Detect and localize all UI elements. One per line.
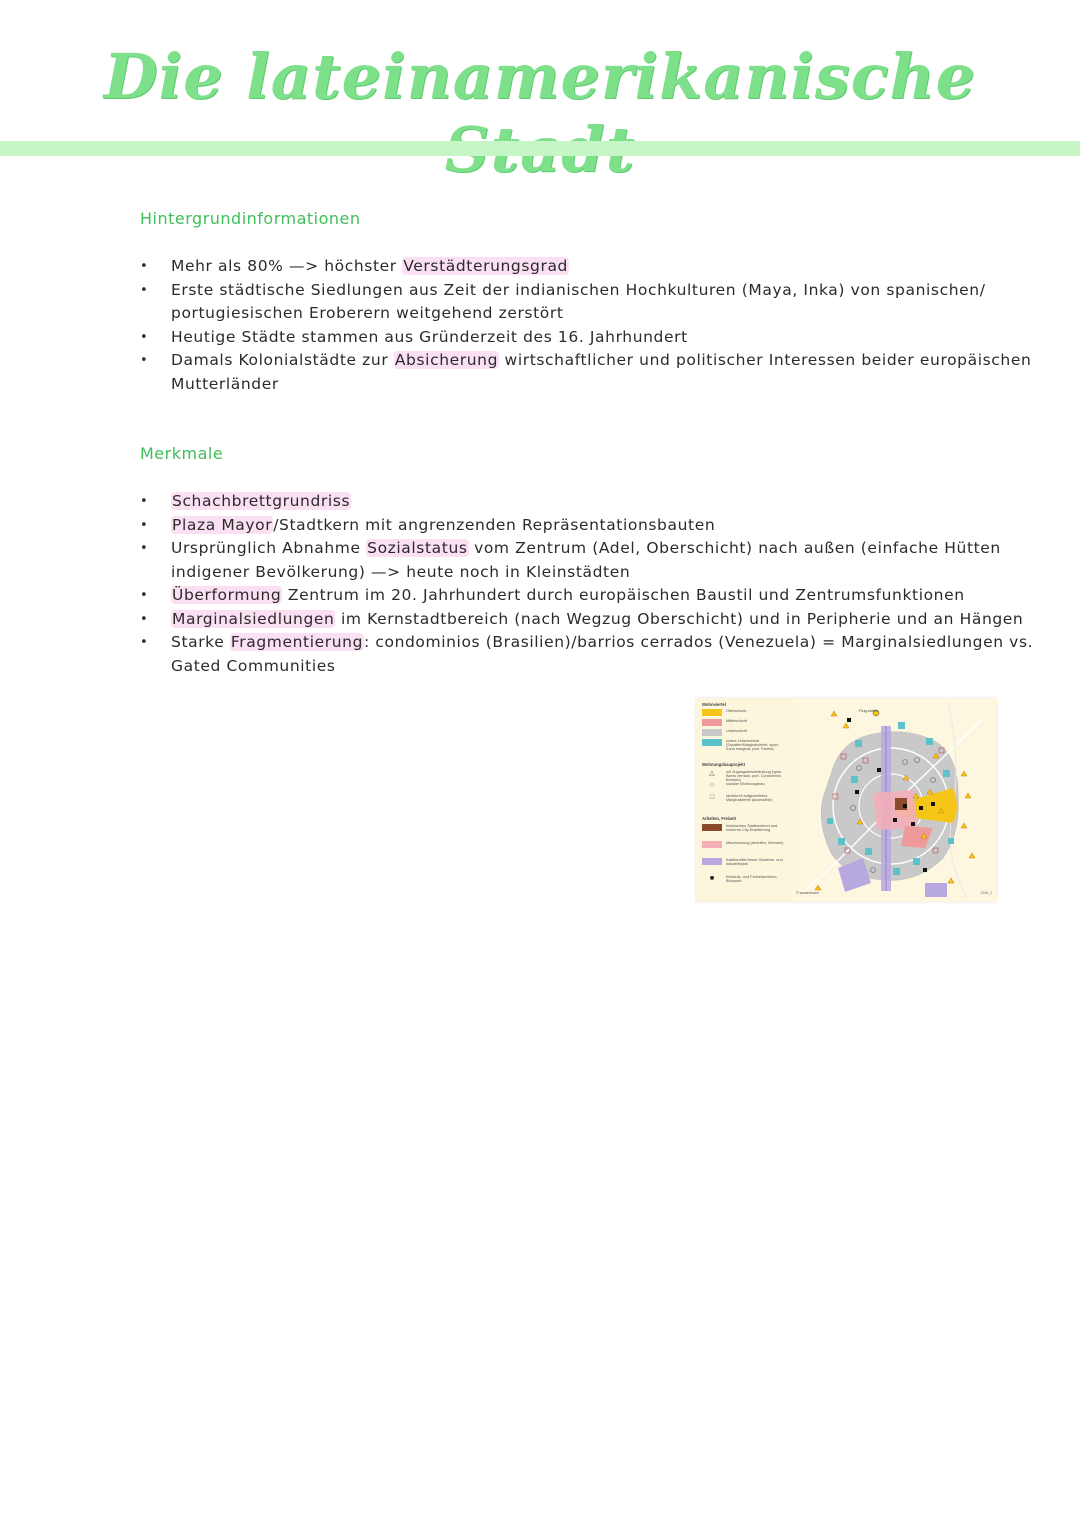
highlighted-term: Verstädterungsgrad — [403, 257, 568, 275]
legend-swatch — [702, 739, 722, 746]
item-text: wirtschaftlicher und politischer Interessen beider europäischen Mutterländer — [171, 351, 1032, 393]
legend-row — [702, 770, 788, 783]
legend-row — [702, 841, 788, 848]
list-item — [140, 537, 1040, 584]
legend-heading-housing: Wohnungsbauprojekt — [702, 762, 745, 767]
background-list — [140, 255, 1040, 396]
legend-swatch — [702, 719, 722, 726]
legend-swatch — [702, 729, 722, 736]
page-title: Die lateinamerikanische — [103, 40, 977, 113]
industrial-park-se — [925, 883, 947, 897]
legend-symbol-icon: ■ — [709, 875, 715, 882]
legend-row — [702, 875, 788, 883]
legend-swatch — [702, 824, 722, 831]
legend-label: mit Zugangsbeschränkung (span. Barrio cerrado, port. Condominio fechado) — [726, 770, 783, 783]
legend-label: Mischnutzung (Arbeiten, Wohnen) — [726, 841, 784, 845]
item-text: Starke — [171, 633, 230, 651]
section-heading-features: Merkmale — [140, 444, 224, 463]
city-model-drawing — [793, 698, 997, 902]
legend-row — [702, 782, 788, 789]
highlighted-term: Schachbrettgrundriss — [172, 492, 351, 510]
legend-label: strukturell aufgewertetes Marginalviertel (accessible) — [726, 794, 773, 803]
legend-symbol-icon: △ — [709, 770, 715, 777]
legend-heading-residential: Wohnviertel — [702, 702, 726, 707]
highlighted-term: Überformung — [172, 586, 282, 604]
legend-row — [702, 709, 788, 716]
item-text: : condominios (Brasilien)/barrios cerrados (Venezuela) = Marginalsiedlungen vs. Gated Communities — [171, 633, 1034, 675]
legend-row — [702, 794, 788, 802]
item-text: vom Zentrum (Adel, Oberschicht) nach außen (einfache Hütten indigener Bevölkerung) —> heute noch in Kleinstädten — [171, 539, 1001, 581]
list-item — [140, 584, 1040, 608]
legend-heading-work: Arbeiten, Freizeit — [702, 816, 736, 821]
highlighted-term: Sozialstatus — [367, 539, 468, 557]
map-id: 1546_1 — [980, 891, 992, 895]
item-text: Erste städtische Siedlungen aus Zeit der indianischen Hochkulturen (Maya, Inka) von spanischen/ portugiesischen Eroberern weitgehend zerstört — [171, 280, 986, 322]
list-item — [140, 490, 1040, 514]
legend-swatch — [702, 709, 722, 716]
legend-row — [702, 824, 788, 832]
city-model-map — [696, 698, 997, 902]
legend-label: untere Unterschicht (Squatter/Marginalviertel; span. Zona marginal, port. Favela) — [726, 739, 779, 752]
legend-swatch — [702, 841, 722, 848]
list-item — [140, 279, 1040, 326]
map-legend — [696, 698, 793, 902]
highlighted-term: Marginalsiedlungen — [172, 609, 335, 628]
legend-label: Unterschicht — [726, 729, 748, 733]
item-text: Zentrum im 20. Jahrhundert durch europäischen Baustil und Zentrumsfunktionen — [282, 586, 965, 604]
list-item — [140, 255, 1040, 279]
item-text: Heutige Städte stammen aus Gründerzeit des 16. Jahrhundert — [171, 327, 688, 346]
list-item — [140, 631, 1040, 678]
highlighted-term: Plaza Mayor — [172, 515, 273, 534]
legend-label: historisches Stadtzentrum und moderne City-Erweiterung — [726, 824, 778, 833]
item-text: im Kernstadtbereich (nach Wegzug Oberschicht) und in Peripherie und an Hängen — [335, 609, 1024, 628]
legend-row — [702, 729, 788, 736]
item-text: /Stadtkern mit angrenzenden Repräsentationsbauten — [273, 515, 716, 534]
legend-label: Mittelschicht — [726, 719, 747, 723]
item-text: Mehr als 80% —> höchster — [171, 257, 403, 275]
legend-symbol-icon: □ — [709, 794, 715, 801]
section-heading-background: Hintergrundinformationen — [140, 209, 361, 228]
legend-row — [702, 739, 788, 752]
legend-swatch — [702, 858, 722, 865]
title-underline-band — [0, 141, 1080, 156]
list-item — [140, 514, 1040, 538]
legend-row — [702, 858, 788, 866]
features-list — [140, 490, 1040, 678]
legend-label: sozialer Wohnungsbau — [726, 782, 765, 786]
item-text: Damals Kolonialstädte zur — [171, 351, 394, 369]
list-item — [140, 326, 1040, 350]
item-text: Ursprünglich Abnahme — [171, 539, 367, 557]
highlighted-term: Absicherung — [394, 351, 499, 369]
legend-label: Oberschicht — [726, 709, 747, 713]
airport-label: Flug-hafen — [859, 708, 879, 713]
legend-label: traditioneller/neuer Gewerbe- und Industriepark — [726, 858, 783, 867]
map-credit: © westermann — [796, 891, 820, 895]
list-item — [140, 349, 1040, 396]
list-item — [140, 608, 1040, 632]
legend-row — [702, 719, 788, 726]
highlighted-term: Fragmentierung — [230, 633, 364, 651]
legend-label: Einkaufs- und Freizeitzentrum, Büropark — [726, 875, 778, 884]
legend-symbol-icon: ○ — [709, 782, 715, 789]
